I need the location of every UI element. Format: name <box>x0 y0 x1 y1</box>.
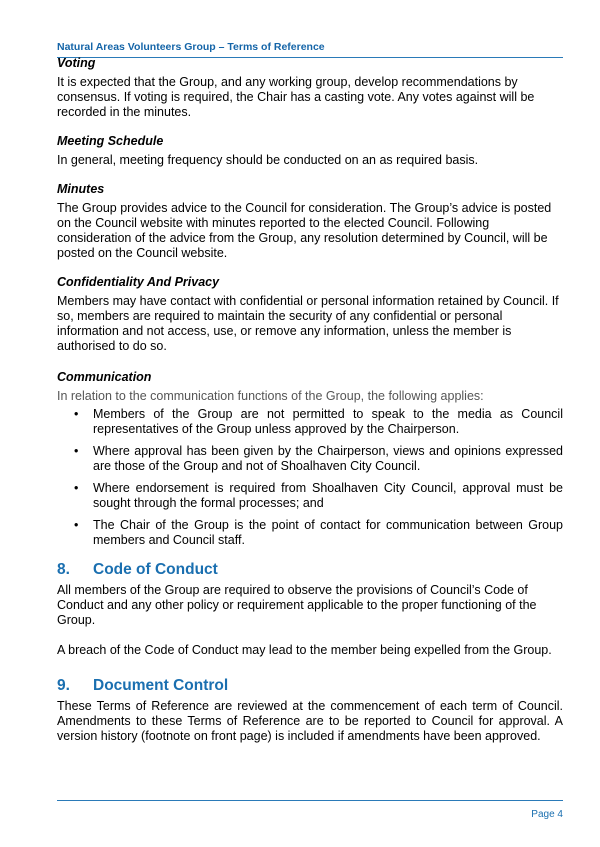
section-9-number: 9. <box>57 677 70 694</box>
bullet-icon: • <box>74 481 79 495</box>
code-of-conduct-text-2: A breach of the Code of Conduct may lead to the member being expelled from the Group. <box>57 643 552 657</box>
list-item-text: Where endorsement is required from Shoalhaven City Council, approval must be sought through the formal processes; and <box>93 481 563 510</box>
list-item-text: Where approval has been given by the Chairperson, views and opinions expressed are those of the Group and not of Shoalhaven City Council. <box>93 444 563 473</box>
bullet-icon: • <box>74 407 79 421</box>
page-number: Page 4 <box>531 809 563 820</box>
confidentiality-text: Members may have contact with confidential or personal information retained by Council. If so, members are required to maintain the security of any confidential or personal information and not access, use, or remove any information, unless the member is authorised to do so. <box>57 294 559 353</box>
bullet-icon: • <box>74 444 79 458</box>
page-header <box>57 37 563 58</box>
document-title: Natural Areas Volunteers Group – Terms of Reference <box>57 41 325 53</box>
section-8-title: Code of Conduct <box>93 561 218 578</box>
communication-list <box>57 407 563 548</box>
confidentiality-heading: Confidentiality And Privacy <box>57 275 220 289</box>
bullet-icon: • <box>74 518 79 532</box>
page-content <box>57 56 563 744</box>
list-item-text: Members of the Group are not permitted to speak to the media as Council representatives of the Group unless approved by the Chairperson. <box>93 407 563 436</box>
list-item <box>57 518 563 548</box>
list-item <box>57 481 563 511</box>
voting-text: It is expected that the Group, and any working group, develop recommendations by consensus. If voting is required, the Chair has a casting vote. Any votes against will be recorded in the minutes. <box>57 75 535 119</box>
list-item <box>57 407 563 437</box>
voting-heading: Voting <box>57 56 96 70</box>
communication-intro: In relation to the communication functions of the Group, the following applies: <box>57 389 484 403</box>
list-item <box>57 444 563 474</box>
page-footer <box>57 800 563 820</box>
meeting-schedule-heading: Meeting Schedule <box>57 134 164 148</box>
minutes-text: The Group provides advice to the Council for consideration. The Group’s advice is posted on the Council website with minutes reported to the elected Council. Following consideration of the advice from the Group, any resolution determined by Council, will be posted on the Council website. <box>57 201 552 260</box>
section-8-heading <box>57 560 563 579</box>
document-control-text: These Terms of Reference are reviewed at the commencement of each term of Council. Amendments to these Terms of Reference are to be reported to Council for approval. A version history (footnote on front page) is included if amendments have been approved. <box>57 699 563 743</box>
section-9-title: Document Control <box>93 677 229 694</box>
minutes-heading: Minutes <box>57 182 105 196</box>
section-9-heading <box>57 676 563 695</box>
list-item-text: The Chair of the Group is the point of contact for communication between Group members and Council staff. <box>93 518 563 547</box>
meeting-schedule-text: In general, meeting frequency should be conducted on an as required basis. <box>57 153 479 167</box>
section-8-number: 8. <box>57 561 70 578</box>
code-of-conduct-text-1: All members of the Group are required to observe the provisions of Council’s Code of Conduct and any other policy or requirement applicable to the proper functioning of the Group. <box>57 583 537 627</box>
communication-heading: Communication <box>57 370 152 384</box>
